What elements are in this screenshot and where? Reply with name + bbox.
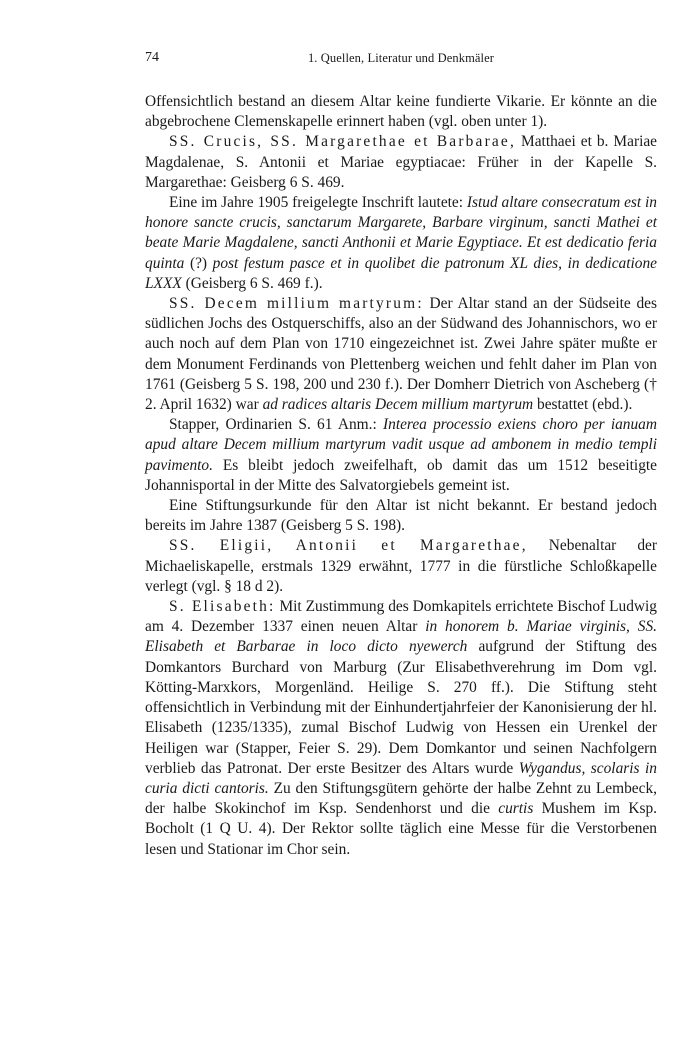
page-number: 74 xyxy=(145,50,159,65)
text-run: Zu den Stiftungsgütern gehörte der halbe Zehnt zu Lembeck, der halbe Skokinchof im Ksp. Sendenhorst und die xyxy=(145,779,658,818)
text-run: Eine im Jahre 1905 freigelegte Inschrift lautete: xyxy=(169,194,467,212)
text-run: bestattet (ebd.). xyxy=(533,396,633,414)
section-title: 1. Quellen, Literatur und Denkmäler xyxy=(307,51,495,65)
text-run: Es bleibt jedoch zweifelhaft, ob damit das um 1512 beseitigte Johannisportal in der Mitte des Salvatorgiebels gemeint ist. xyxy=(145,456,657,494)
text-run: aufgrund der Stiftung des Domkantors Burchard von Marburg (Zur Elisabethverehrung im Dom vgl. Kötting-Marxkors, Morgenländ. Heilige S. 270 ff.). Die Stiftung steht offensichtlich in Verbindung mit der Einhundertjahrfeier der Kanonisierung der hl. Elisabeth (1235/1335), zumal Bischof Ludwig von Hessen ein Urenkel der Heiligen war (Stapper, Feier S. 29). Dem Domkantor und seinen Nachfolgern verblieb das Patronat. Der erste Besitzer des Altars wurde xyxy=(145,638,657,777)
text-run: Nebenaltar der Michaeliskapelle, erstmals 1329 erwähnt, 1777 in die fürstliche Schloßkapelle verlegt (vgl. § 18 d 2). xyxy=(145,537,657,595)
altar-heading: SS. Crucis, SS. Margarethae et Barbarae, xyxy=(169,133,517,151)
paragraph xyxy=(145,415,657,496)
body-text xyxy=(145,92,657,860)
latin-quote: Wygandus, scolaris in curia dicti cantoris. xyxy=(145,759,657,797)
running-head xyxy=(145,50,657,72)
latin-quote: in honorem b. Mariae virginis, SS. Elisabeth et Barbarae in loco dicto nyewerch xyxy=(145,618,657,656)
paragraph xyxy=(145,92,657,132)
text-run: Mushem im Ksp. Bocholt (1 Q U. 4). Der Rektor sollte täglich eine Messe für die Verstorbenen lesen und Stationar im Chor sein. xyxy=(145,800,657,858)
altar-heading: S. Elisabeth: xyxy=(169,598,276,616)
paragraph xyxy=(145,193,657,294)
latin-quote: ad radices altaris Decem millium martyrum xyxy=(262,396,534,414)
altar-heading: SS. Decem millium martyrum: xyxy=(169,295,424,313)
text-run: Matthaei et b. Mariae Magdalenae, S. Antonii et Mariae egyptiacae: Früher in der Kapelle S. Margarethae: Geisberg 6 S. 469. xyxy=(145,133,658,191)
latin-quote: Interea processio exiens choro per ianuam apud altare Decem millium martyrum vadit usque ad ambonem in medio templi pavimento. xyxy=(145,416,657,474)
paragraph xyxy=(145,496,657,536)
text-run: (Geisberg 6 S. 469 f.). xyxy=(181,274,323,292)
paragraph xyxy=(145,132,657,193)
latin-quote: Istud altare consecratum est in honore sancte crucis, sanctarum Margarete, Barbare virginum, sancti Mathei et beate Marie Magdalene, sancti Anthonii et Marie Egyptiace. Et est dedicatio feria quinta xyxy=(145,194,657,272)
text-run: Offensichtlich bestand an diesem Altar keine fundierte Vikarie. Er könnte an die abgebrochene Clemenskapelle erinnert haben (vgl. oben unter 1). xyxy=(145,93,657,131)
paragraph xyxy=(145,294,657,415)
altar-heading: SS. Eligii, Antonii et Margarethae, xyxy=(169,537,528,555)
paragraph xyxy=(145,536,657,597)
text-run: Eine Stiftungsurkunde für den Altar ist nicht bekannt. Er bestand jedoch bereits im Jahre 1387 (Geisberg 5 S. 198). xyxy=(145,497,657,535)
text-run: Mit Zustimmung des Domkapitels errichtete Bischof Ludwig am 4. Dezember 1337 einen neuen Altar xyxy=(145,598,658,636)
paragraph xyxy=(145,597,657,860)
latin-quote: post festum pasce et in quolibet die patronum XL dies, in dedicatione LXXX xyxy=(145,254,657,292)
text-run: Stapper, Ordinarien S. 61 Anm.: xyxy=(169,416,383,434)
latin-quote: curtis xyxy=(498,800,534,818)
text-run: (?) xyxy=(184,254,213,272)
text-run: Der Altar stand an der Südseite des südlichen Jochs des Ostquerschiffs, also an der Südwand des Johannischors, wo er auch noch auf dem Plan von 1710 eingezeichnet ist. Zwei Jahre später mußte er dem Monument Ferdinands von Plettenberg weichen und fehlt daher im Plan von 1761 (Geisberg 5 S. 198, 200 und 230 f.). Der Domherr Dietrich von Ascheberg († 2. April 1632) war xyxy=(145,295,657,414)
